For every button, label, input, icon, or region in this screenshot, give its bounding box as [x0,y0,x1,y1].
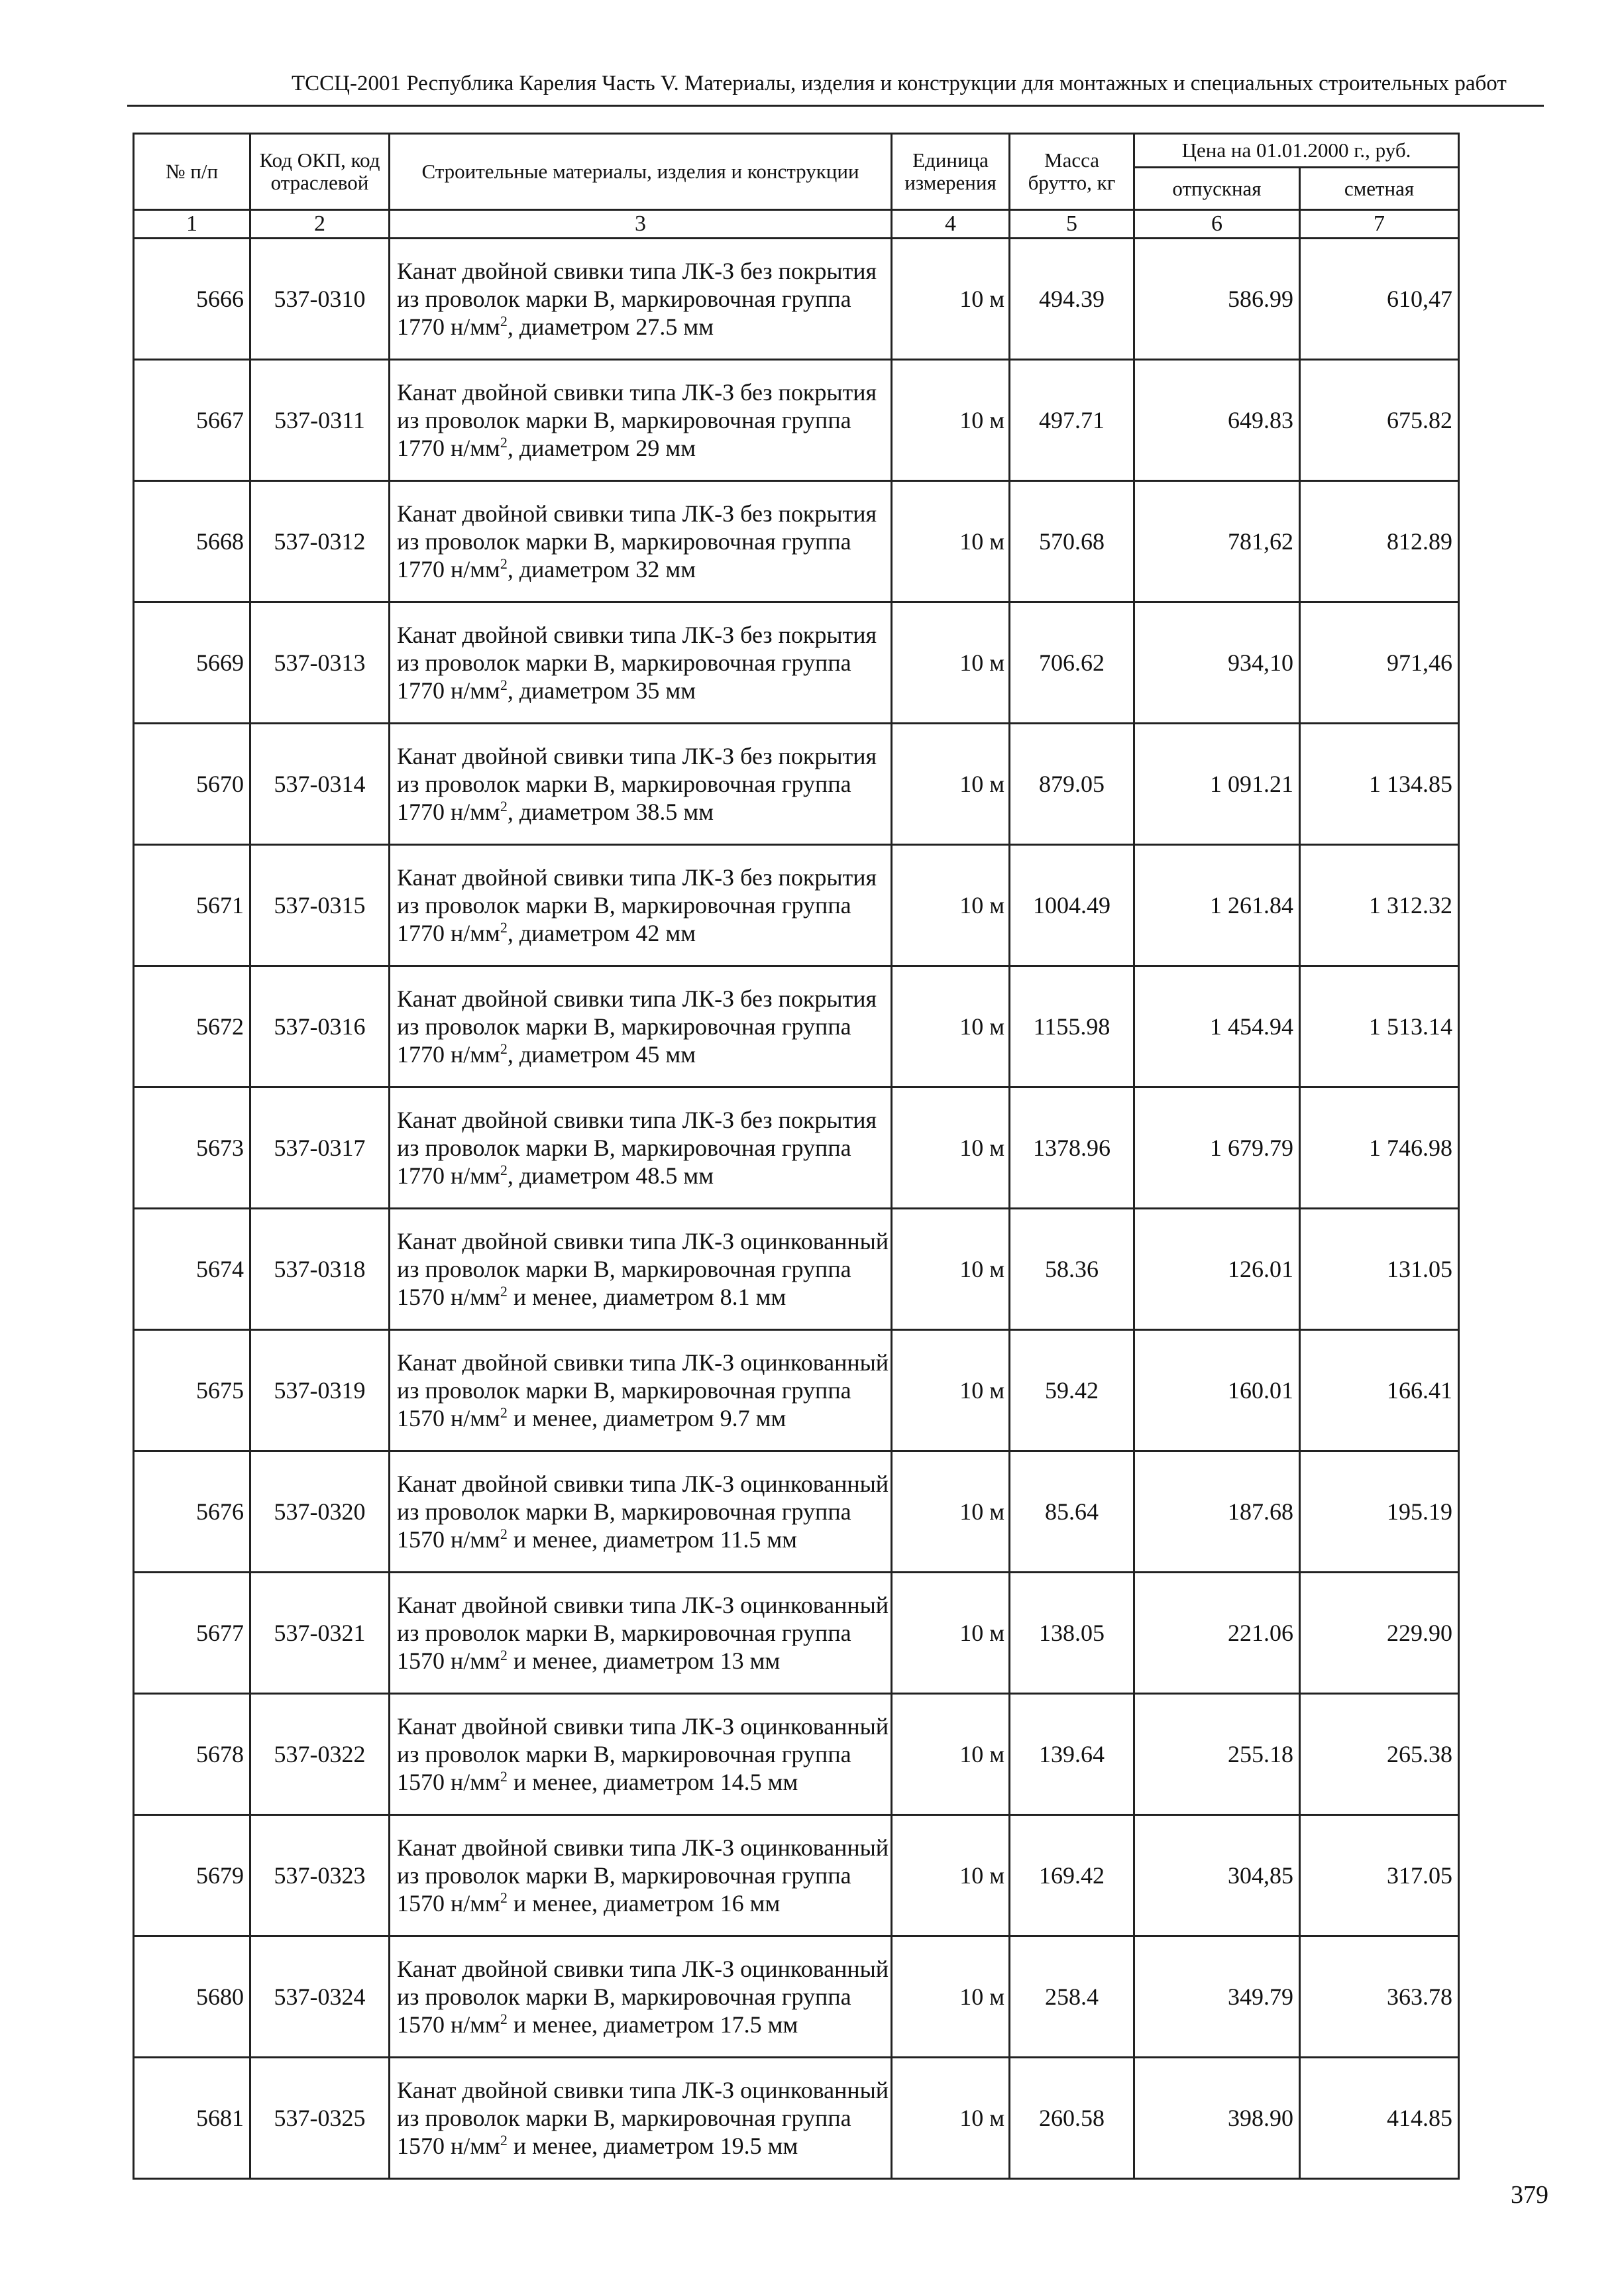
material-description-text: Канат двойной свивки типа ЛК-З без покрытия из проволок марки В, маркировочная группа 1770 н/мм [397,985,877,1068]
okp-code: 537-0325 [250,2058,390,2179]
table-row [134,724,1459,845]
gross-mass: 139.64 [1010,1694,1134,1815]
table-row [134,1694,1459,1815]
unit-superscript: 2 [500,1283,508,1300]
page-header-title: ТССЦ-2001 Республика Карелия Часть V. Материалы, изделия и конструкции для монтажных и специальных строительных работ [292,72,1507,95]
table-row [134,1815,1459,1936]
estimate-price: 1 513.14 [1300,966,1459,1087]
material-description-text: Канат двойной свивки типа ЛК-З оцинкованный из проволок марки В, маркировочная группа 1570 н/мм [397,1834,889,1917]
unit-superscript: 2 [500,313,508,330]
estimate-price: 414.85 [1300,2058,1459,2179]
unit-of-measure: 10 м [892,602,1010,724]
material-description [390,1573,892,1694]
gross-mass: 58.36 [1010,1209,1134,1330]
okp-code: 537-0314 [250,724,390,845]
material-description-text: Канат двойной свивки типа ЛК-З оцинкованный из проволок марки В, маркировочная группа 1570 н/мм [397,1349,889,1432]
unit-superscript: 2 [500,1404,508,1421]
okp-code: 537-0316 [250,966,390,1087]
row-number: 5667 [134,360,250,481]
gross-mass: 570.68 [1010,481,1134,602]
unit-superscript: 2 [500,1526,508,1543]
row-number: 5677 [134,1573,250,1694]
material-description [390,1330,892,1451]
okp-code: 537-0319 [250,1330,390,1451]
material-description-tail: , диаметром 48.5 мм [507,1162,714,1190]
unit-of-measure: 10 м [892,239,1010,360]
table-row [134,1451,1459,1573]
column-number: 4 [892,210,1010,239]
material-description-text: Канат двойной свивки типа ЛК-З без покрытия из проволок марки В, маркировочная группа 1770 н/мм [397,864,877,947]
release-price: 255.18 [1134,1694,1300,1815]
gross-mass: 85.64 [1010,1451,1134,1573]
material-description-text: Канат двойной свивки типа ЛК-З оцинкованный из проволок марки В, маркировочная группа 1570 н/мм [397,1470,889,1553]
okp-code: 537-0317 [250,1087,390,1209]
estimate-price: 971,46 [1300,602,1459,724]
table-row [134,1330,1459,1451]
col-header-unit: Единица измерения [892,134,1010,210]
unit-of-measure: 10 м [892,1209,1010,1330]
row-number: 5666 [134,239,250,360]
release-price: 1 261.84 [1134,845,1300,966]
material-description-text: Канат двойной свивки типа ЛК-З без покрытия из проволок марки В, маркировочная группа 1770 н/мм [397,1106,877,1190]
row-number: 5675 [134,1330,250,1451]
material-description-tail: и менее, диаметром 19.5 мм [507,2133,798,2160]
release-price: 126.01 [1134,1209,1300,1330]
material-description [390,1815,892,1936]
material-description [390,1087,892,1209]
material-description-tail: и менее, диаметром 9.7 мм [507,1405,786,1432]
material-description [390,1451,892,1573]
material-description-text: Канат двойной свивки типа ЛК-З оцинкованный из проволок марки В, маркировочная группа 1570 н/мм [397,1591,889,1675]
page-number: 379 [1511,2181,1548,2209]
material-description [390,481,892,602]
gross-mass: 494.39 [1010,239,1134,360]
material-description [390,1936,892,2058]
gross-mass: 1378.96 [1010,1087,1134,1209]
material-description [390,360,892,481]
column-number: 5 [1010,210,1134,239]
material-description [390,1209,892,1330]
unit-superscript: 2 [500,919,508,936]
row-number: 5680 [134,1936,250,2058]
column-number: 1 [134,210,250,239]
material-description-tail: , диаметром 45 мм [507,1041,696,1068]
column-number: 7 [1300,210,1459,239]
column-number: 2 [250,210,390,239]
estimate-price: 229.90 [1300,1573,1459,1694]
material-description-tail: и менее, диаметром 14.5 мм [507,1769,798,1796]
material-description-text: Канат двойной свивки типа ЛК-З без покрытия из проволок марки В, маркировочная группа 1770 н/мм [397,500,877,583]
row-number: 5674 [134,1209,250,1330]
material-description-tail: и менее, диаметром 11.5 мм [507,1526,797,1553]
okp-code: 537-0311 [250,360,390,481]
material-description-text: Канат двойной свивки типа ЛК-З оцинкованный из проволок марки В, маркировочная группа 1570 н/мм [397,2076,889,2160]
column-number: 6 [1134,210,1300,239]
okp-code: 537-0320 [250,1451,390,1573]
okp-code: 537-0312 [250,481,390,602]
okp-code: 537-0315 [250,845,390,966]
row-number: 5672 [134,966,250,1087]
gross-mass: 260.58 [1010,2058,1134,2179]
release-price: 349.79 [1134,1936,1300,2058]
table-row [134,360,1459,481]
estimate-price: 1 746.98 [1300,1087,1459,1209]
estimate-price: 610,47 [1300,239,1459,360]
unit-superscript: 2 [500,1647,508,1664]
row-number: 5678 [134,1694,250,1815]
estimate-price: 265.38 [1300,1694,1459,1815]
unit-superscript: 2 [500,1889,508,1907]
release-price: 160.01 [1134,1330,1300,1451]
material-description-tail: , диаметром 32 мм [507,556,696,583]
estimate-price: 317.05 [1300,1815,1459,1936]
unit-of-measure: 10 м [892,1087,1010,1209]
material-description [390,966,892,1087]
table-row [134,239,1459,360]
material-description-tail: , диаметром 29 мм [507,435,696,462]
release-price: 398.90 [1134,2058,1300,2179]
row-number: 5679 [134,1815,250,1936]
unit-of-measure: 10 м [892,724,1010,845]
unit-superscript: 2 [500,1162,508,1179]
col-header-mass: Масса брутто, кг [1010,134,1134,210]
material-description-text: Канат двойной свивки типа ЛК-З без покрытия из проволок марки В, маркировочная группа 1770 н/мм [397,257,877,341]
row-number: 5668 [134,481,250,602]
material-description-tail: , диаметром 27.5 мм [507,313,714,341]
row-number: 5673 [134,1087,250,1209]
table-row [134,481,1459,602]
table-row [134,1573,1459,1694]
estimate-price: 812.89 [1300,481,1459,602]
gross-mass: 258.4 [1010,1936,1134,2058]
material-description [390,845,892,966]
col-header-price-estimate: сметная [1300,168,1459,210]
okp-code: 537-0318 [250,1209,390,1330]
okp-code: 537-0323 [250,1815,390,1936]
gross-mass: 706.62 [1010,602,1134,724]
release-price: 934,10 [1134,602,1300,724]
material-description-text: Канат двойной свивки типа ЛК-З оцинкованный из проволок марки В, маркировочная группа 1570 н/мм [397,1955,889,2038]
estimate-price: 363.78 [1300,1936,1459,2058]
material-description-text: Канат двойной свивки типа ЛК-З оцинкованный из проволок марки В, маркировочная группа 1570 н/мм [397,1227,889,1311]
unit-of-measure: 10 м [892,2058,1010,2179]
estimate-price: 195.19 [1300,1451,1459,1573]
material-description-text: Канат двойной свивки типа ЛК-З без покрытия из проволок марки В, маркировочная группа 1770 н/мм [397,621,877,704]
release-price: 1 454.94 [1134,966,1300,1087]
estimate-price: 1 312.32 [1300,845,1459,966]
col-header-okp-code: Код ОКП, код отраслевой [250,134,390,210]
unit-superscript: 2 [500,798,508,815]
gross-mass: 1155.98 [1010,966,1134,1087]
material-description-text: Канат двойной свивки типа ЛК-З оцинкованный из проволок марки В, маркировочная группа 1570 н/мм [397,1712,889,1796]
unit-superscript: 2 [500,1040,508,1058]
unit-of-measure: 10 м [892,1694,1010,1815]
material-description-tail: и менее, диаметром 8.1 мм [507,1284,786,1311]
table-row [134,2058,1459,2179]
unit-of-measure: 10 м [892,1451,1010,1573]
estimate-price: 131.05 [1300,1209,1459,1330]
estimate-price: 166.41 [1300,1330,1459,1451]
row-number: 5670 [134,724,250,845]
estimate-price: 675.82 [1300,360,1459,481]
release-price: 781,62 [1134,481,1300,602]
unit-superscript: 2 [500,2011,508,2028]
release-price: 586.99 [1134,239,1300,360]
gross-mass: 138.05 [1010,1573,1134,1694]
material-description-tail: и менее, диаметром 13 мм [507,1647,781,1675]
unit-of-measure: 10 м [892,1573,1010,1694]
material-description-tail: , диаметром 42 мм [507,920,696,947]
release-price: 1 091.21 [1134,724,1300,845]
material-description [390,2058,892,2179]
material-description-tail: , диаметром 38.5 мм [507,799,714,826]
unit-of-measure: 10 м [892,966,1010,1087]
release-price: 1 679.79 [1134,1087,1300,1209]
unit-superscript: 2 [500,2132,508,2149]
gross-mass: 59.42 [1010,1330,1134,1451]
table-row [134,1087,1459,1209]
material-description [390,724,892,845]
material-description-tail: и менее, диаметром 17.5 мм [507,2011,798,2038]
material-description-text: Канат двойной свивки типа ЛК-З без покрытия из проволок марки В, маркировочная группа 1770 н/мм [397,378,877,462]
unit-superscript: 2 [500,555,508,573]
unit-superscript: 2 [500,434,508,451]
gross-mass: 879.05 [1010,724,1134,845]
row-number: 5676 [134,1451,250,1573]
release-price: 221.06 [1134,1573,1300,1694]
column-number: 3 [390,210,892,239]
col-header-price-group: Цена на 01.01.2000 г., руб. [1134,134,1459,168]
estimate-price: 1 134.85 [1300,724,1459,845]
unit-of-measure: 10 м [892,1936,1010,2058]
table-row [134,1936,1459,2058]
table-row [134,845,1459,966]
col-header-material: Строительные материалы, изделия и конструкции [390,134,892,210]
material-description [390,602,892,724]
okp-code: 537-0324 [250,1936,390,2058]
material-description [390,239,892,360]
price-table [133,133,1460,2180]
okp-code: 537-0313 [250,602,390,724]
material-description-text: Канат двойной свивки типа ЛК-З без покрытия из проволок марки В, маркировочная группа 1770 н/мм [397,742,877,826]
gross-mass: 497.71 [1010,360,1134,481]
release-price: 187.68 [1134,1451,1300,1573]
unit-of-measure: 10 м [892,1330,1010,1451]
row-number: 5681 [134,2058,250,2179]
unit-superscript: 2 [500,677,508,694]
table-body [134,239,1459,2179]
table-row [134,966,1459,1087]
okp-code: 537-0310 [250,239,390,360]
header-divider [127,105,1544,107]
unit-of-measure: 10 м [892,481,1010,602]
col-header-price-release: отпускная [1134,168,1300,210]
col-header-no: № п/п [134,134,250,210]
unit-superscript: 2 [500,1768,508,1785]
row-number: 5669 [134,602,250,724]
release-price: 304,85 [1134,1815,1300,1936]
material-description-tail: , диаметром 35 мм [507,677,696,704]
okp-code: 537-0322 [250,1694,390,1815]
row-number: 5671 [134,845,250,966]
gross-mass: 169.42 [1010,1815,1134,1936]
gross-mass: 1004.49 [1010,845,1134,966]
release-price: 649.83 [1134,360,1300,481]
unit-of-measure: 10 м [892,1815,1010,1936]
unit-of-measure: 10 м [892,360,1010,481]
table-row [134,602,1459,724]
okp-code: 537-0321 [250,1573,390,1694]
unit-of-measure: 10 м [892,845,1010,966]
material-description [390,1694,892,1815]
table-row [134,1209,1459,1330]
material-description-tail: и менее, диаметром 16 мм [507,1890,781,1917]
